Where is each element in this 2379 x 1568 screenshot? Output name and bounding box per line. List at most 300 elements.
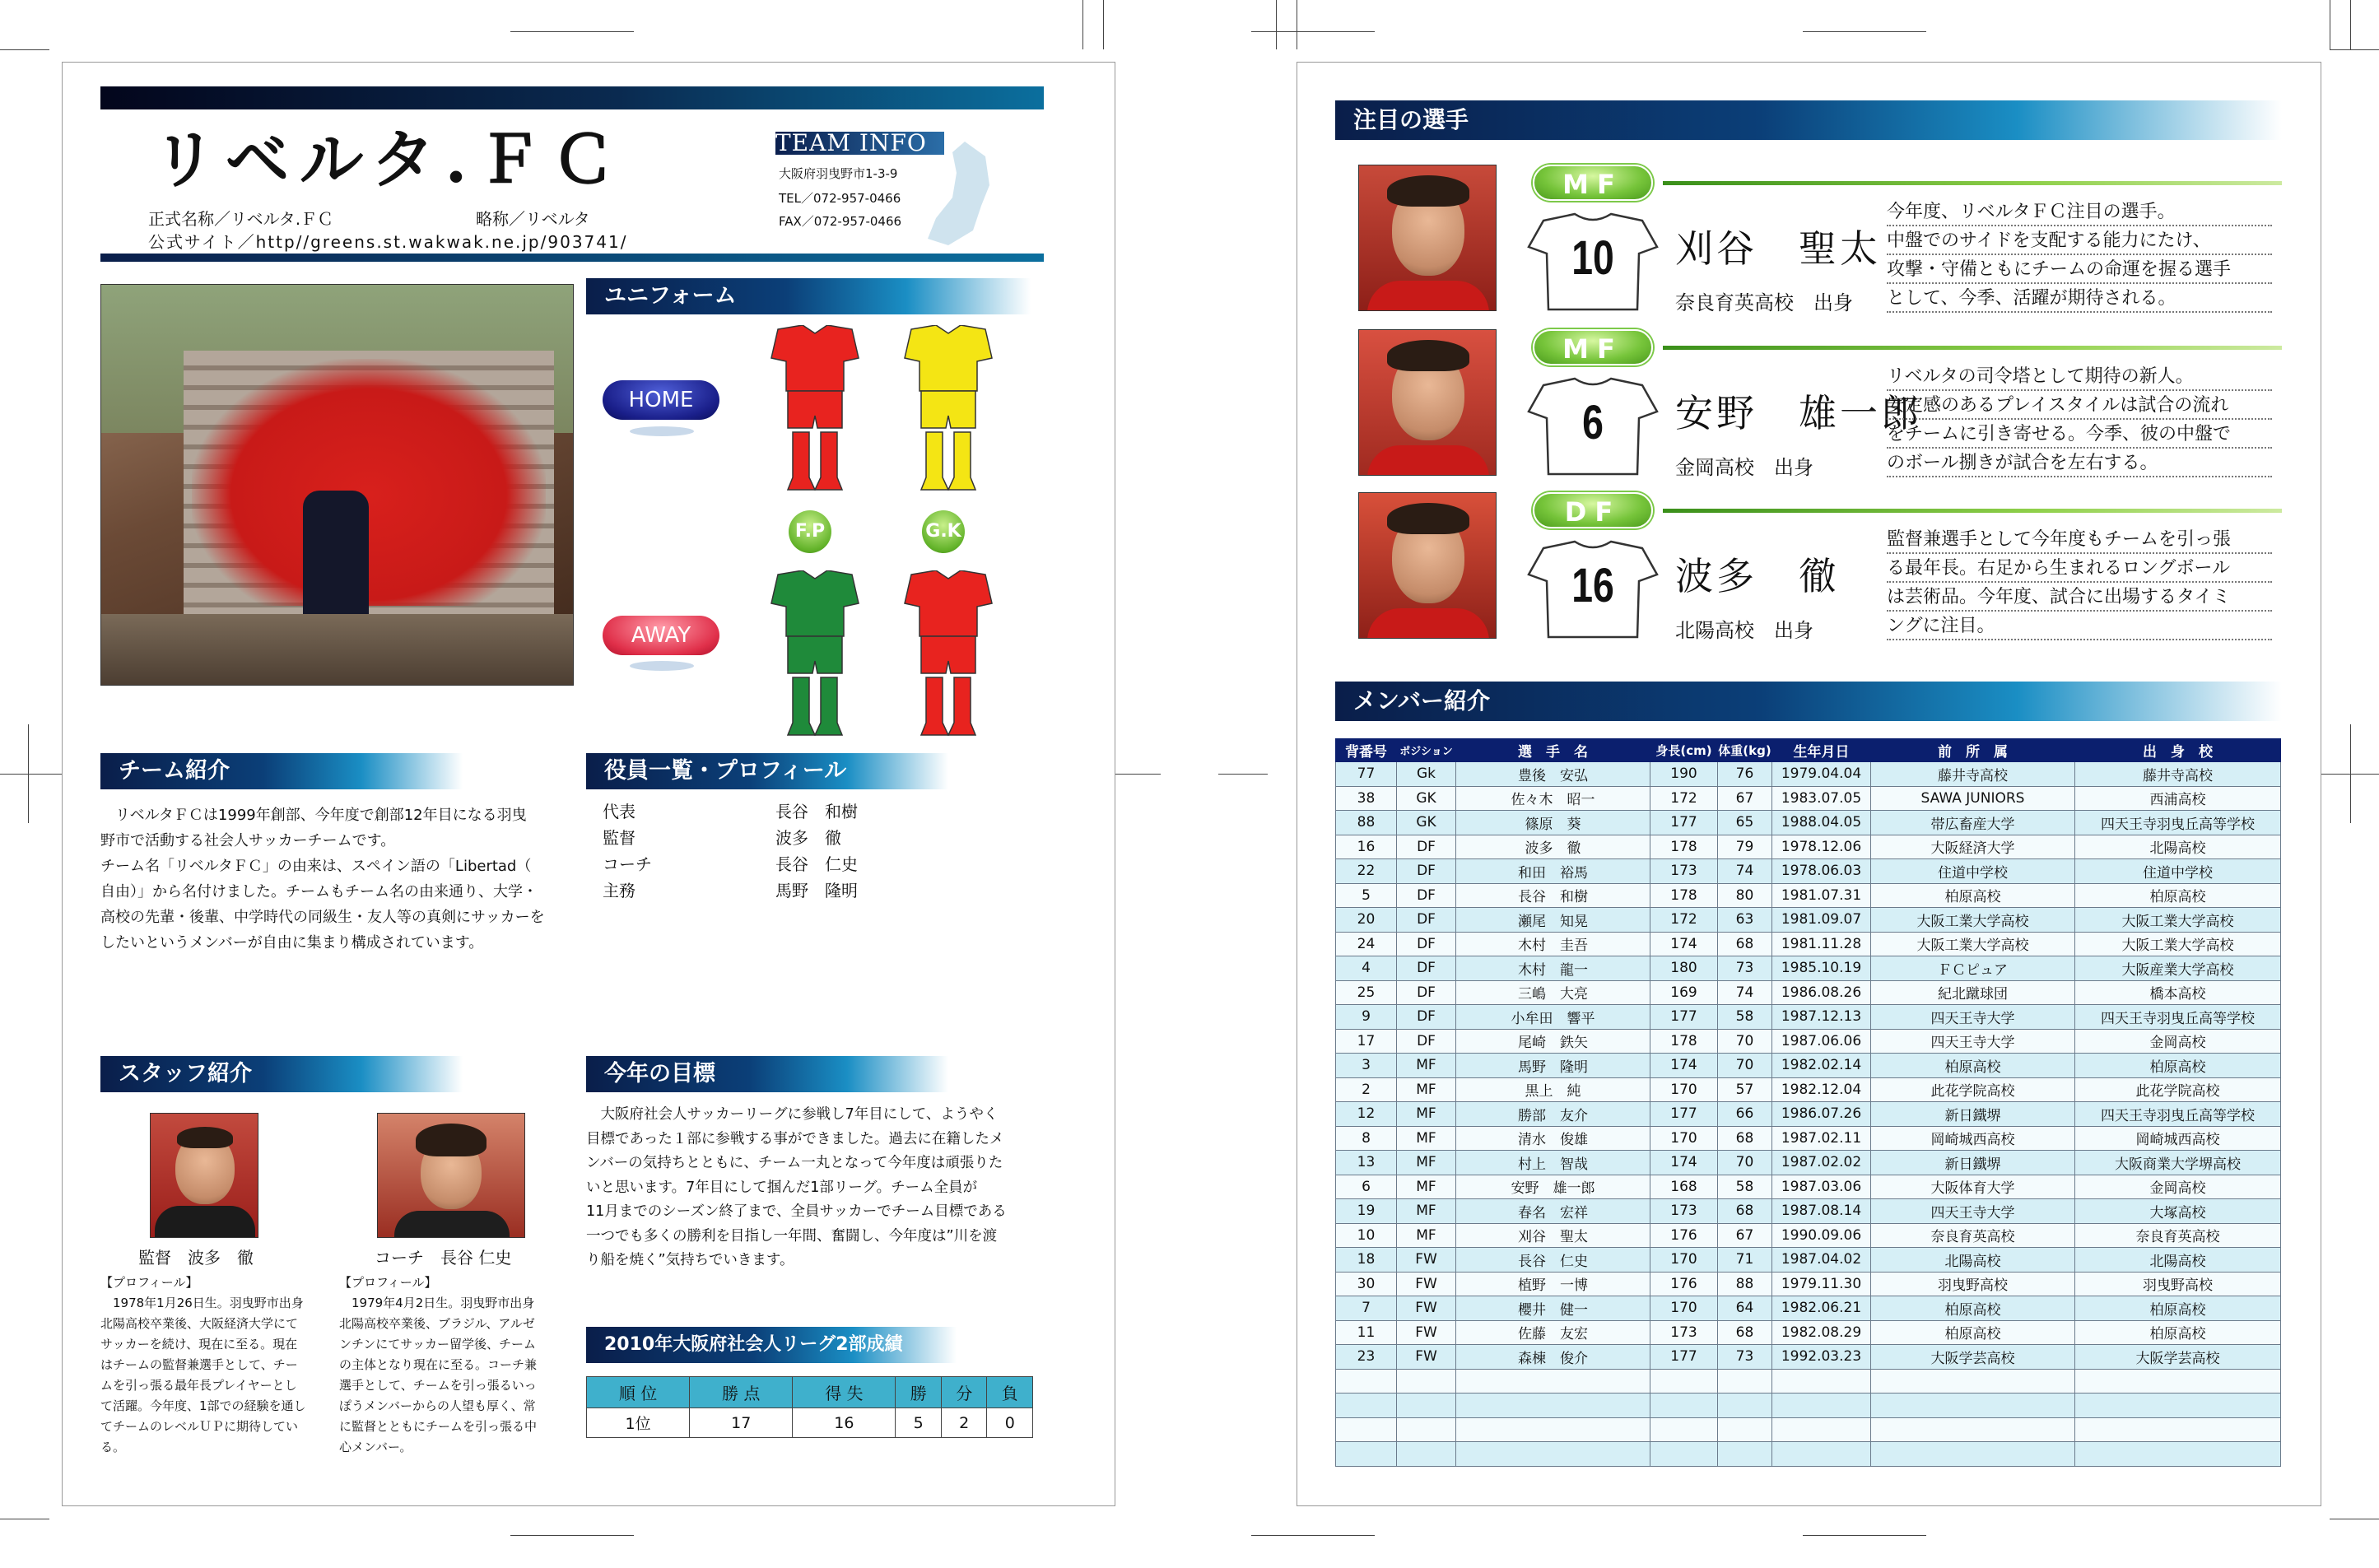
table-row-empty — [1336, 1417, 2281, 1442]
table-cell: FW — [1397, 1248, 1456, 1273]
table-cell: 74 — [1718, 859, 1772, 884]
table-cell: 23 — [1336, 1345, 1397, 1370]
table-cell: 1987.02.11 — [1772, 1126, 1871, 1151]
table-row — [1336, 1272, 2281, 1296]
table-cell: FW — [1397, 1296, 1456, 1321]
table-cell: 70 — [1718, 1151, 1772, 1175]
table-cell: MF — [1397, 1175, 1456, 1199]
table-cell: 四天王寺大学 — [1871, 1199, 2075, 1224]
table-cell: 尾崎 鉄矢 — [1456, 1029, 1650, 1054]
table-cell: 168 — [1650, 1175, 1718, 1199]
table-cell: 住道中学校 — [1871, 859, 2075, 884]
table-row — [1336, 1126, 2281, 1151]
short-name: 略称／リベルタ — [476, 209, 590, 229]
table-cell: 新日鐵堺 — [1871, 1102, 2075, 1127]
table-cell: 178 — [1650, 835, 1718, 859]
table-row-empty — [1336, 1394, 2281, 1418]
table-cell: 勝部 友介 — [1456, 1102, 1650, 1127]
table-row — [1336, 908, 2281, 933]
table-cell: 170 — [1650, 1248, 1718, 1273]
table-row — [1336, 1223, 2281, 1248]
table-cell: 178 — [1650, 1029, 1718, 1054]
table-cell: 波多 徹 — [1456, 835, 1650, 859]
table-cell: 大阪学芸高校 — [2075, 1345, 2281, 1370]
table-cell: 1992.03.23 — [1772, 1345, 1871, 1370]
table-cell: 74 — [1718, 980, 1772, 1005]
table-cell: 此花学院高校 — [1871, 1077, 2075, 1102]
goal-text: 大阪府社会人サッカーリーグに参戦し7年目にして、ようやく 目標であった１部に参戦する事ができました。過去に在籍したメ ンバーの気持ちとともに、チーム一丸となって今年度は頑張りた いと思います。7年目にして掴んだ1部リーグ。チーム全員が 11月までのシーズン終了まで、全員サッカーでチーム目標である 一つでも多くの勝利を目指し一年間、奮闘し、今年度は”川を渡 り船を焼く”気持ちでいきます。 — [586, 1106, 1007, 1268]
table-cell: 1978.06.03 — [1772, 859, 1871, 884]
table-cell: 58 — [1718, 1005, 1772, 1030]
table-row — [1336, 1029, 2281, 1054]
table-cell: 58 — [1718, 1175, 1772, 1199]
team-photo — [100, 284, 574, 686]
table-cell: DF — [1397, 980, 1456, 1005]
table-cell: 佐々木 昭一 — [1456, 786, 1650, 811]
table-cell: 4 — [1336, 956, 1397, 981]
table-cell: 佐藤 友宏 — [1456, 1320, 1650, 1345]
table-cell: 羽曳野高校 — [1871, 1272, 2075, 1296]
table-cell: 西浦高校 — [2075, 786, 2281, 811]
table-cell: 岡崎城西高校 — [2075, 1126, 2281, 1151]
osaka-map-icon — [915, 140, 998, 247]
table-cell: 住道中学校 — [2075, 859, 2281, 884]
table-cell: 11 — [1336, 1320, 1397, 1345]
table-cell: 大阪商業大学堺高校 — [2075, 1151, 2281, 1175]
table-row — [1336, 956, 2281, 981]
table-row — [1336, 1248, 2281, 1273]
table-cell: 174 — [1650, 932, 1718, 956]
table-cell: DF — [1397, 859, 1456, 884]
table-cell: 藤井寺高校 — [1871, 762, 2075, 787]
table-cell: 紀北蹴球団 — [1871, 980, 2075, 1005]
player-name: 波多 徹 — [1675, 554, 1840, 598]
table-cell: 19 — [1336, 1199, 1397, 1224]
table-cell: 73 — [1718, 956, 1772, 981]
player-school: 金岡高校 出身 — [1675, 456, 1813, 479]
table-cell: 68 — [1718, 1320, 1772, 1345]
table-cell: DF — [1397, 1005, 1456, 1030]
fp-badge: F.P — [789, 510, 831, 553]
table-cell: 北陽高校 — [1871, 1248, 2075, 1273]
table-cell: 173 — [1650, 1320, 1718, 1345]
table-row — [1336, 1320, 2281, 1345]
table-cell: ＦＣピュア — [1871, 956, 2075, 981]
player-photo — [1358, 492, 1497, 639]
table-cell: 柏原高校 — [2075, 1320, 2281, 1345]
table-cell: 大塚高校 — [2075, 1199, 2281, 1224]
table-cell: 68 — [1718, 932, 1772, 956]
table-cell: 17 — [1336, 1029, 1397, 1054]
table-cell: 1987.08.14 — [1772, 1199, 1871, 1224]
table-cell: 大阪工業大学高校 — [2075, 908, 2281, 933]
table-cell: 瀬尾 知晃 — [1456, 908, 1650, 933]
table-cell: 藤井寺高校 — [2075, 762, 2281, 787]
table-cell: 清水 俊雄 — [1456, 1126, 1650, 1151]
table-cell: 長谷 和樹 — [1456, 883, 1650, 908]
table-cell: MF — [1397, 1077, 1456, 1102]
table-cell: 66 — [1718, 1102, 1772, 1127]
table-cell: 25 — [1336, 980, 1397, 1005]
player-school: 北陽高校 出身 — [1675, 619, 1813, 642]
table-cell: 1987.12.13 — [1772, 1005, 1871, 1030]
table-row — [1336, 1102, 2281, 1127]
table-cell: 176 — [1650, 1272, 1718, 1296]
home-badge: HOME — [603, 380, 719, 420]
left-header-rule — [100, 254, 1044, 262]
player-description: 監督兼選手として今年度もチームを引っ張 る最年長。右足から生まれるロングボール は芸術品。今年度、試合に出場するタイミ ングに注目。 — [1887, 525, 2274, 640]
table-cell: DF — [1397, 883, 1456, 908]
table-cell: 羽曳野高校 — [2075, 1272, 2281, 1296]
table-row — [1336, 932, 2281, 956]
player-name: 安野 雄一郎 — [1675, 391, 1922, 435]
table-cell: FW — [1397, 1272, 1456, 1296]
position-badge: DF — [1533, 492, 1653, 528]
table-cell: 12 — [1336, 1102, 1397, 1127]
table-cell: 村上 智哉 — [1456, 1151, 1650, 1175]
table-cell: 88 — [1718, 1272, 1772, 1296]
table-cell: 1987.03.06 — [1772, 1175, 1871, 1199]
table-cell: 刈谷 聖太 — [1456, 1223, 1650, 1248]
uniform-header — [586, 278, 1031, 314]
results-value-row: 1位 17 16 5 2 0 — [587, 1408, 1033, 1438]
table-cell: 柏原高校 — [2075, 883, 2281, 908]
table-cell: MF — [1397, 1054, 1456, 1078]
table-cell: 1981.11.28 — [1772, 932, 1871, 956]
table-row — [1336, 1054, 2281, 1078]
table-row — [1336, 811, 2281, 835]
team-info-label: TEAM INFO — [775, 132, 944, 155]
table-cell: MF — [1397, 1223, 1456, 1248]
table-cell: 177 — [1650, 1102, 1718, 1127]
table-cell: 173 — [1650, 1199, 1718, 1224]
table-row — [1336, 762, 2281, 787]
table-cell: 2 — [1336, 1077, 1397, 1102]
table-cell: 77 — [1336, 762, 1397, 787]
table-cell: 1978.12.06 — [1772, 835, 1871, 859]
table-cell: 森棟 俊介 — [1456, 1345, 1650, 1370]
table-cell: 1982.02.14 — [1772, 1054, 1871, 1078]
table-cell: 北陽高校 — [2075, 1248, 2281, 1273]
table-cell: 黒上 純 — [1456, 1077, 1650, 1102]
table-cell: 馬野 隆明 — [1456, 1054, 1650, 1078]
table-cell: 北陽高校 — [2075, 835, 2281, 859]
table-cell: 1987.04.02 — [1772, 1248, 1871, 1273]
team-intro-text: リベルタＦＣは1999年創部、今年度で創部12年目になる羽曳 野市で活動する社会人サッカーチームです。 チーム名「リベルタＦＣ」の由来は、スペイン語の「Libertad（ 自由）」から名付けました。チームもチーム名の由来通り、大学・ 高校の先輩・後輩、中学時代の同級生・友人等の真剣にサッカーを したいというメンバーが自由に集まり構成されています。 — [100, 807, 545, 952]
manager-photo — [150, 1113, 258, 1238]
table-cell: 和田 裕馬 — [1456, 859, 1650, 884]
table-row — [1336, 859, 2281, 884]
table-cell: FW — [1397, 1345, 1456, 1370]
table-cell: 木村 龍一 — [1456, 956, 1650, 981]
table-cell: 190 — [1650, 762, 1718, 787]
table-cell: 1981.07.31 — [1772, 883, 1871, 908]
table-cell: 大阪産業大学高校 — [2075, 956, 2281, 981]
home-fp-kit-fill — [771, 325, 859, 490]
table-cell: 1979.11.30 — [1772, 1272, 1871, 1296]
table-cell: FW — [1397, 1320, 1456, 1345]
members-header: メンバー紹介 — [1335, 682, 2282, 721]
table-row — [1336, 980, 2281, 1005]
table-cell: 新日鐵堺 — [1871, 1151, 2075, 1175]
table-cell: MF — [1397, 1126, 1456, 1151]
table-cell: 20 — [1336, 908, 1397, 933]
away-fp-kit-icon — [770, 570, 860, 743]
table-cell: SAWA JUNIORS — [1871, 786, 2075, 811]
officer-row: 監督 波多 徹 — [603, 828, 841, 848]
table-cell: 70 — [1718, 1054, 1772, 1078]
table-cell: 大阪体育大学 — [1871, 1175, 2075, 1199]
table-cell: 76 — [1718, 762, 1772, 787]
table-row — [1336, 786, 2281, 811]
table-row-empty — [1336, 1442, 2281, 1467]
table-row — [1336, 1077, 2281, 1102]
jersey-number: 16 — [1571, 559, 1614, 612]
results-header-row: 順 位 勝 点 得 失 勝 分 負 — [587, 1377, 1033, 1408]
table-cell: 小牟田 響平 — [1456, 1005, 1650, 1030]
coach-profile: 【プロフィール】 1979年4月2日生。羽曳野市出身 北陽高校卒業後、ブラジル、アルゼ ンチンにてサッカー留学後、チーム の主体となり現在に至る。コーチ兼 選手として、チームを引っ張るいっ ぽうメンバーからの人望も厚く、常 に監督とともにチームを引っ張る中 心メンバー。 — [339, 1275, 538, 1454]
table-cell: 7 — [1336, 1296, 1397, 1321]
table-cell: 65 — [1718, 811, 1772, 835]
table-cell: 四天王寺羽曳丘高等学校 — [2075, 1005, 2281, 1030]
goal-header: 今年の目標 — [586, 1056, 948, 1092]
jersey-number: 6 — [1582, 396, 1604, 449]
table-cell: 5 — [1336, 883, 1397, 908]
table-cell: 三嶋 大亮 — [1456, 980, 1650, 1005]
table-cell: 篠原 葵 — [1456, 811, 1650, 835]
table-cell: 大阪経済大学 — [1871, 835, 2075, 859]
table-cell: 金岡高校 — [2075, 1029, 2281, 1054]
table-cell: Gk — [1397, 762, 1456, 787]
table-cell: 帯広畜産大学 — [1871, 811, 2075, 835]
player-description: 今年度、リベルタＦＣ注目の選手。 中盤でのサイドを支配する能力にたけ、 攻撃・守備ともにチームの命運を握る選手 として、今季、活躍が期待される。 — [1887, 198, 2274, 313]
table-cell: 67 — [1718, 1223, 1772, 1248]
officer-row: コーチ 長谷 仁史 — [603, 854, 858, 874]
home-fp-kit-icon — [770, 325, 860, 498]
table-cell: 1988.04.05 — [1772, 811, 1871, 835]
table-row — [1336, 835, 2281, 859]
table-cell: 大阪工業大学高校 — [1871, 908, 2075, 933]
table-cell: 柏原高校 — [1871, 883, 2075, 908]
featured-header: 注目の選手 — [1335, 100, 2282, 140]
table-cell: 57 — [1718, 1077, 1772, 1102]
player-photo — [1358, 329, 1497, 476]
table-cell: MF — [1397, 1151, 1456, 1175]
table-cell: 柏原高校 — [1871, 1320, 2075, 1345]
home-gk-kit-icon — [903, 325, 994, 498]
table-cell: 18 — [1336, 1248, 1397, 1273]
table-cell: 63 — [1718, 908, 1772, 933]
table-cell: 大阪学芸高校 — [1871, 1345, 2075, 1370]
officers-list — [603, 798, 932, 904]
table-cell: 3 — [1336, 1054, 1397, 1078]
officer-row: 主務 馬野 隆明 — [603, 881, 858, 900]
table-row-empty — [1336, 1369, 2281, 1394]
table-row — [1336, 1175, 2281, 1199]
table-cell: 春名 宏祥 — [1456, 1199, 1650, 1224]
player-description: リベルタの司令塔として期待の新人。 安定感のあるプレイスタイルは試合の流れ をチームに引き寄せる。今季、彼の中盤で のボール捌きが試合を左右する。 — [1887, 362, 2274, 477]
team-info-box — [775, 129, 998, 243]
table-cell: 177 — [1650, 1345, 1718, 1370]
table-cell: 10 — [1336, 1223, 1397, 1248]
divider — [1663, 509, 2282, 513]
table-cell: 173 — [1650, 859, 1718, 884]
table-cell: 68 — [1718, 1199, 1772, 1224]
table-cell: 170 — [1650, 1077, 1718, 1102]
table-row — [1336, 1199, 2281, 1224]
team-intro-header: チーム紹介 — [100, 753, 463, 789]
results-table — [586, 1376, 1033, 1438]
table-cell: 30 — [1336, 1272, 1397, 1296]
staff-header: スタッフ紹介 — [100, 1056, 463, 1092]
table-cell: 172 — [1650, 908, 1718, 933]
coach-caption: コーチ 長谷 仁史 — [375, 1248, 512, 1268]
coach-photo — [377, 1113, 525, 1238]
table-cell: 172 — [1650, 786, 1718, 811]
table-cell: DF — [1397, 835, 1456, 859]
player-name: 刈谷 聖太 — [1675, 226, 1881, 271]
table-row — [1336, 1296, 2281, 1321]
table-cell: 1987.02.02 — [1772, 1151, 1871, 1175]
uniform-title: ユニフォーム — [604, 283, 737, 309]
table-cell: 柏原高校 — [1871, 1054, 2075, 1078]
table-cell: 大阪工業大学高校 — [1871, 932, 2075, 956]
team-info-address: 大阪府羽曳野市1-3-9 — [779, 166, 898, 181]
position-badge: MF — [1533, 329, 1653, 365]
table-cell: 24 — [1336, 932, 1397, 956]
officer-row: 代表 長谷 和樹 — [603, 802, 858, 821]
table-cell: 1981.09.07 — [1772, 908, 1871, 933]
away-gk-kit-icon — [903, 570, 994, 743]
table-cell: 1985.10.19 — [1772, 956, 1871, 981]
table-cell: 長谷 仁史 — [1456, 1248, 1650, 1273]
table-cell: 6 — [1336, 1175, 1397, 1199]
table-cell: 植野 一博 — [1456, 1272, 1650, 1296]
table-cell: 13 — [1336, 1151, 1397, 1175]
table-cell: GK — [1397, 811, 1456, 835]
manager-profile: 【プロフィール】 1978年1月26日生。羽曳野市出身 北陽高校卒業後、大阪経済大学にて サッカーを続け、現在に至る。現在 はチームの監督兼選手として、チー ムを引っ張る最年長プレイヤーとし て活躍。今年度、1部での経験を通し てチームのレベルＵＰに期待してい る。 — [100, 1275, 306, 1454]
table-cell: DF — [1397, 956, 1456, 981]
table-cell: 柏原高校 — [2075, 1296, 2281, 1321]
table-cell: 180 — [1650, 956, 1718, 981]
table-cell: 1987.06.06 — [1772, 1029, 1871, 1054]
table-cell: 1986.08.26 — [1772, 980, 1871, 1005]
table-cell: 1982.12.04 — [1772, 1077, 1871, 1102]
table-cell: 9 — [1336, 1005, 1397, 1030]
jersey-number: 10 — [1571, 231, 1614, 285]
table-cell: 橋本高校 — [2075, 980, 2281, 1005]
officers-header: 役員一覧・プロフィール — [586, 753, 948, 789]
members-table-body — [1336, 762, 2281, 1467]
table-cell: 174 — [1650, 1054, 1718, 1078]
table-cell: 奈良育英高校 — [1871, 1223, 2075, 1248]
table-cell: MF — [1397, 1102, 1456, 1127]
table-cell: 1983.07.05 — [1772, 786, 1871, 811]
player-photo — [1358, 165, 1497, 311]
table-cell: 170 — [1650, 1126, 1718, 1151]
position-badge: MF — [1533, 165, 1653, 201]
table-cell: 奈良育英高校 — [2075, 1223, 2281, 1248]
table-cell: 金岡高校 — [2075, 1175, 2281, 1199]
table-cell: 70 — [1718, 1029, 1772, 1054]
table-cell: 四天王寺大学 — [1871, 1029, 2075, 1054]
table-cell: MF — [1397, 1199, 1456, 1224]
table-cell: GK — [1397, 786, 1456, 811]
table-cell: 大阪工業大学高校 — [2075, 932, 2281, 956]
table-row — [1336, 1345, 2281, 1370]
table-cell: 169 — [1650, 980, 1718, 1005]
table-cell: 174 — [1650, 1151, 1718, 1175]
table-cell: 1982.06.21 — [1772, 1296, 1871, 1321]
table-cell: 71 — [1718, 1248, 1772, 1273]
team-info-tel: TEL／072-957-0466 — [779, 191, 901, 206]
table-cell: 73 — [1718, 1345, 1772, 1370]
members-table — [1335, 738, 2281, 1467]
table-cell: 176 — [1650, 1223, 1718, 1248]
table-row — [1336, 1005, 2281, 1030]
table-cell: 四天王寺大学 — [1871, 1005, 2075, 1030]
table-cell: 67 — [1718, 786, 1772, 811]
table-cell: 64 — [1718, 1296, 1772, 1321]
table-cell: 安野 雄一郎 — [1456, 1175, 1650, 1199]
table-cell: 櫻井 健一 — [1456, 1296, 1650, 1321]
team-info-fax: FAX／072-957-0466 — [779, 214, 902, 229]
table-cell: 四天王寺羽曳丘高等学校 — [2075, 811, 2281, 835]
table-cell: 88 — [1336, 811, 1397, 835]
divider — [1663, 181, 2282, 185]
table-cell: DF — [1397, 932, 1456, 956]
player-school: 奈良育英高校 出身 — [1675, 291, 1853, 314]
table-row — [1336, 883, 2281, 908]
table-cell: 岡崎城西高校 — [1871, 1126, 2075, 1151]
table-cell: 柏原高校 — [1871, 1296, 2075, 1321]
table-cell: 177 — [1650, 811, 1718, 835]
left-top-bar — [100, 86, 1044, 109]
table-cell: 木村 圭吾 — [1456, 932, 1650, 956]
table-cell: 178 — [1650, 883, 1718, 908]
table-cell: 1979.04.04 — [1772, 762, 1871, 787]
table-cell: 1990.09.06 — [1772, 1223, 1871, 1248]
table-cell: 38 — [1336, 786, 1397, 811]
table-cell: 16 — [1336, 835, 1397, 859]
table-row — [1336, 1151, 2281, 1175]
table-cell: 170 — [1650, 1296, 1718, 1321]
table-cell: 177 — [1650, 1005, 1718, 1030]
results-header: 2010年大阪府社会人リーグ2部成績 — [586, 1327, 957, 1363]
table-cell: 四天王寺羽曳丘高等学校 — [2075, 1102, 2281, 1127]
divider — [1663, 346, 2282, 350]
table-cell: 柏原高校 — [2075, 1054, 2281, 1078]
manager-caption: 監督 波多 徹 — [138, 1248, 254, 1268]
team-name: リベルタ.ＦＣ — [152, 123, 626, 198]
members-header-row: 背番号 ポジション 選 手 名 身長(cm) 体重(kg) 生年月日 前 所 属 出 身 校 — [1336, 739, 2281, 762]
table-cell: 68 — [1718, 1126, 1772, 1151]
official-site: 公式サイト／http//greens.st.wakwak.ne.jp/903741/ — [148, 232, 628, 252]
table-cell: 1986.07.26 — [1772, 1102, 1871, 1127]
official-name: 正式名称／リベルタ.ＦＣ — [148, 209, 334, 229]
table-cell: DF — [1397, 1029, 1456, 1054]
table-cell: 1982.08.29 — [1772, 1320, 1871, 1345]
table-cell: 22 — [1336, 859, 1397, 884]
table-cell: DF — [1397, 908, 1456, 933]
table-cell: 此花学院高校 — [2075, 1077, 2281, 1102]
away-badge: AWAY — [603, 616, 719, 655]
gk-badge: G.K — [922, 510, 965, 553]
table-cell: 80 — [1718, 883, 1772, 908]
table-cell: 79 — [1718, 835, 1772, 859]
table-cell: 豊後 安弘 — [1456, 762, 1650, 787]
table-cell: 8 — [1336, 1126, 1397, 1151]
